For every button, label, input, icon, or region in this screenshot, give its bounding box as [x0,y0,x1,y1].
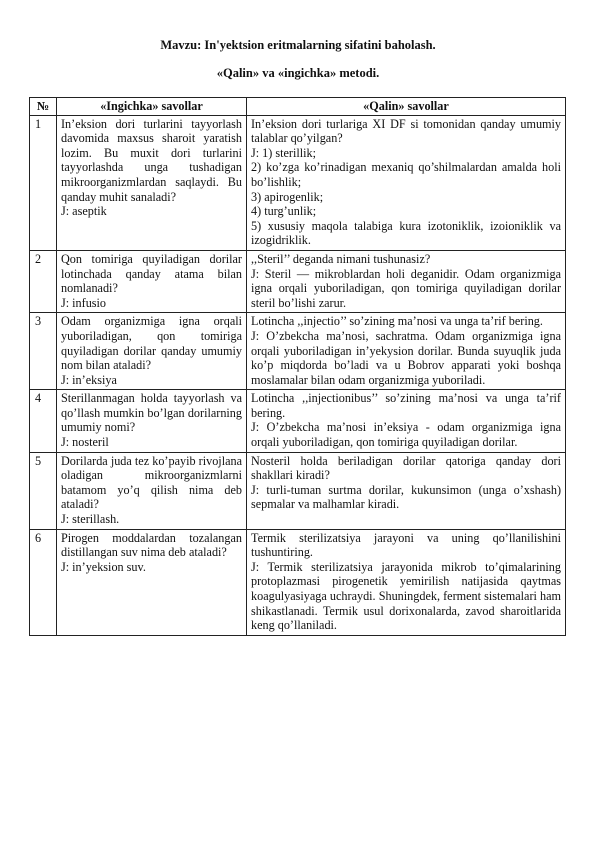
thick-question-cell [247,529,566,635]
document-subtitle: «Qalin» va «ingichka» metodi. [216,66,380,80]
question-text: Qon tomiriga quyiladigan dorilar lotinchada qanday atama bilan nomlanadi? [61,251,242,296]
answer-text: J: nosteril [61,435,109,450]
question-text: Lotincha ,,injectionibus’’ so’zining ma’nosi va unga ta’rif bering. [251,391,561,420]
answer-text: J: in’eksiya [61,372,117,387]
answer-text: 4) turg’unlik; [251,204,317,219]
question-text: Odam organizmiga igna orqali yuboriladigan, qon tomiriga quyiladigan dorilar qanday umumiy nom bilan ataladi? [61,314,242,373]
questions-table [29,97,566,636]
table-header-row [30,98,566,116]
question-text: Termik sterilizatsiya jarayoni va uning qo’llanilishini tushuntiring. [251,530,561,560]
question-text: Pirogen moddalardan tozalangan distillangan suv nima deb ataladi? [61,530,242,560]
row-number: 1 [30,115,57,250]
answer-text: J: in’yeksion suv. [61,559,146,574]
thick-question-cell [247,250,566,312]
row-number: 3 [30,313,57,390]
answer-text: J: Termik sterilizatsiya jarayonida mikrob to’qimalarining protoplazmasi pirogenetik yemirilish natijasida qaytmas koagulyasiyaga uchraydi. Shuningdek, ferment sistemalari ham shikastlanadi. Termik usul dorixonalarda, zavod sharoitlarida keng qo’llaniladi. [251,559,561,633]
table-row [30,452,566,529]
answer-text: J: infusio [61,295,107,310]
thin-question-cell [57,529,247,635]
thick-question-cell [247,115,566,250]
header-thin-questions: «Ingichka» savollar [57,98,247,116]
answer-text: J: sterillash. [61,512,120,527]
thin-question-cell [57,115,247,250]
answer-text: J: Steril — mikroblardan holi deganidir. Odam organizmiga igna orqali yuboriladigan, qon tomiriga quyiladigan dorilar steril bo’lishi zarur. [251,266,561,310]
answer-text: J: turli-tuman surtma dorilar, kukunsimon (unga o’xshash) sepmalar va malhamlar kiradi. [251,482,561,512]
table-row [30,250,566,312]
answer-text: 3) apirogenlik; [251,189,324,204]
thick-question-cell [247,452,566,529]
question-text: In’eksion dori turlarini tayyorlash davomida maxsus sharoit yaratish lozim. Bu muxit dori turlarini tayyorlashda unga tushadigan mikroorganizmlardan saqlaydi. Bu qanday muhit sanaladi? [61,116,242,204]
answer-text: J: aseptik [61,204,107,219]
thin-question-cell [57,250,247,312]
row-number: 6 [30,529,57,635]
row-number: 4 [30,390,57,452]
header-number: № [30,98,57,116]
thick-question-cell [247,313,566,390]
question-text: Sterillanmagan holda tayyorlash va qo’llash mumkin bo’lgan dorilarning umumiy nomi? [61,391,242,435]
row-number: 5 [30,452,57,529]
question-text: In’eksion dori turlariga XI DF si tomonidan qanday umumiy talablar qo’yilgan? [251,116,561,146]
thin-question-cell [57,313,247,390]
answer-text: J: O’zbekcha ma’nosi in’eksiya - odam organizmiga igna orqali yuboriladigan, qon tomiriga quyiladigan dorilar. [251,420,561,450]
answer-text: J: 1) sterillik; [251,145,316,160]
document-title: Mavzu: In'yektsion eritmalarning sifatini baholash. [160,38,436,52]
answer-text: 2) ko’zga ko’rinadigan mexaniq qo’shilmalardan amalda holi bo’lishlik; [251,160,561,189]
table-row [30,390,566,452]
answer-text: J: O’zbekcha ma’nosi, sachratma. Odam organizmiga igna orqali yuboriladigan in’yekysion dorilar. Bunda suyuqlik juda ko’p miqdorda bo’ladi va u Bobrov apparati yoki boshqa moslamalar bilan odam organizmiga yuboriladi. [251,328,561,387]
thick-question-cell [247,390,566,452]
table-row [30,115,566,250]
header-thick-questions: «Qalin» savollar [247,98,566,116]
table-row [30,313,566,390]
question-text: Lotincha ,,injectio’’ so’zining ma’nosi va unga ta’rif bering. [251,314,543,329]
table-row [30,529,566,635]
question-text: Dorilarda juda tez ko’payib rivojlana oladigan mikroorganizmlarni batamom yo’q qilish nima deb ataladi? [61,453,242,512]
answer-text: 5) xususiy maqola talabiga kura izotoniklik, izoioniklik va izogidriklik. [251,218,561,248]
question-text: ,,Steril’’ deganda nimani tushunasiz? [251,251,431,266]
thin-question-cell [57,452,247,529]
question-text: Nosteril holda beriladigan dorilar qatoriga qanday dori shakllari kiradi? [251,453,561,483]
thin-question-cell [57,390,247,452]
row-number: 2 [30,250,57,312]
